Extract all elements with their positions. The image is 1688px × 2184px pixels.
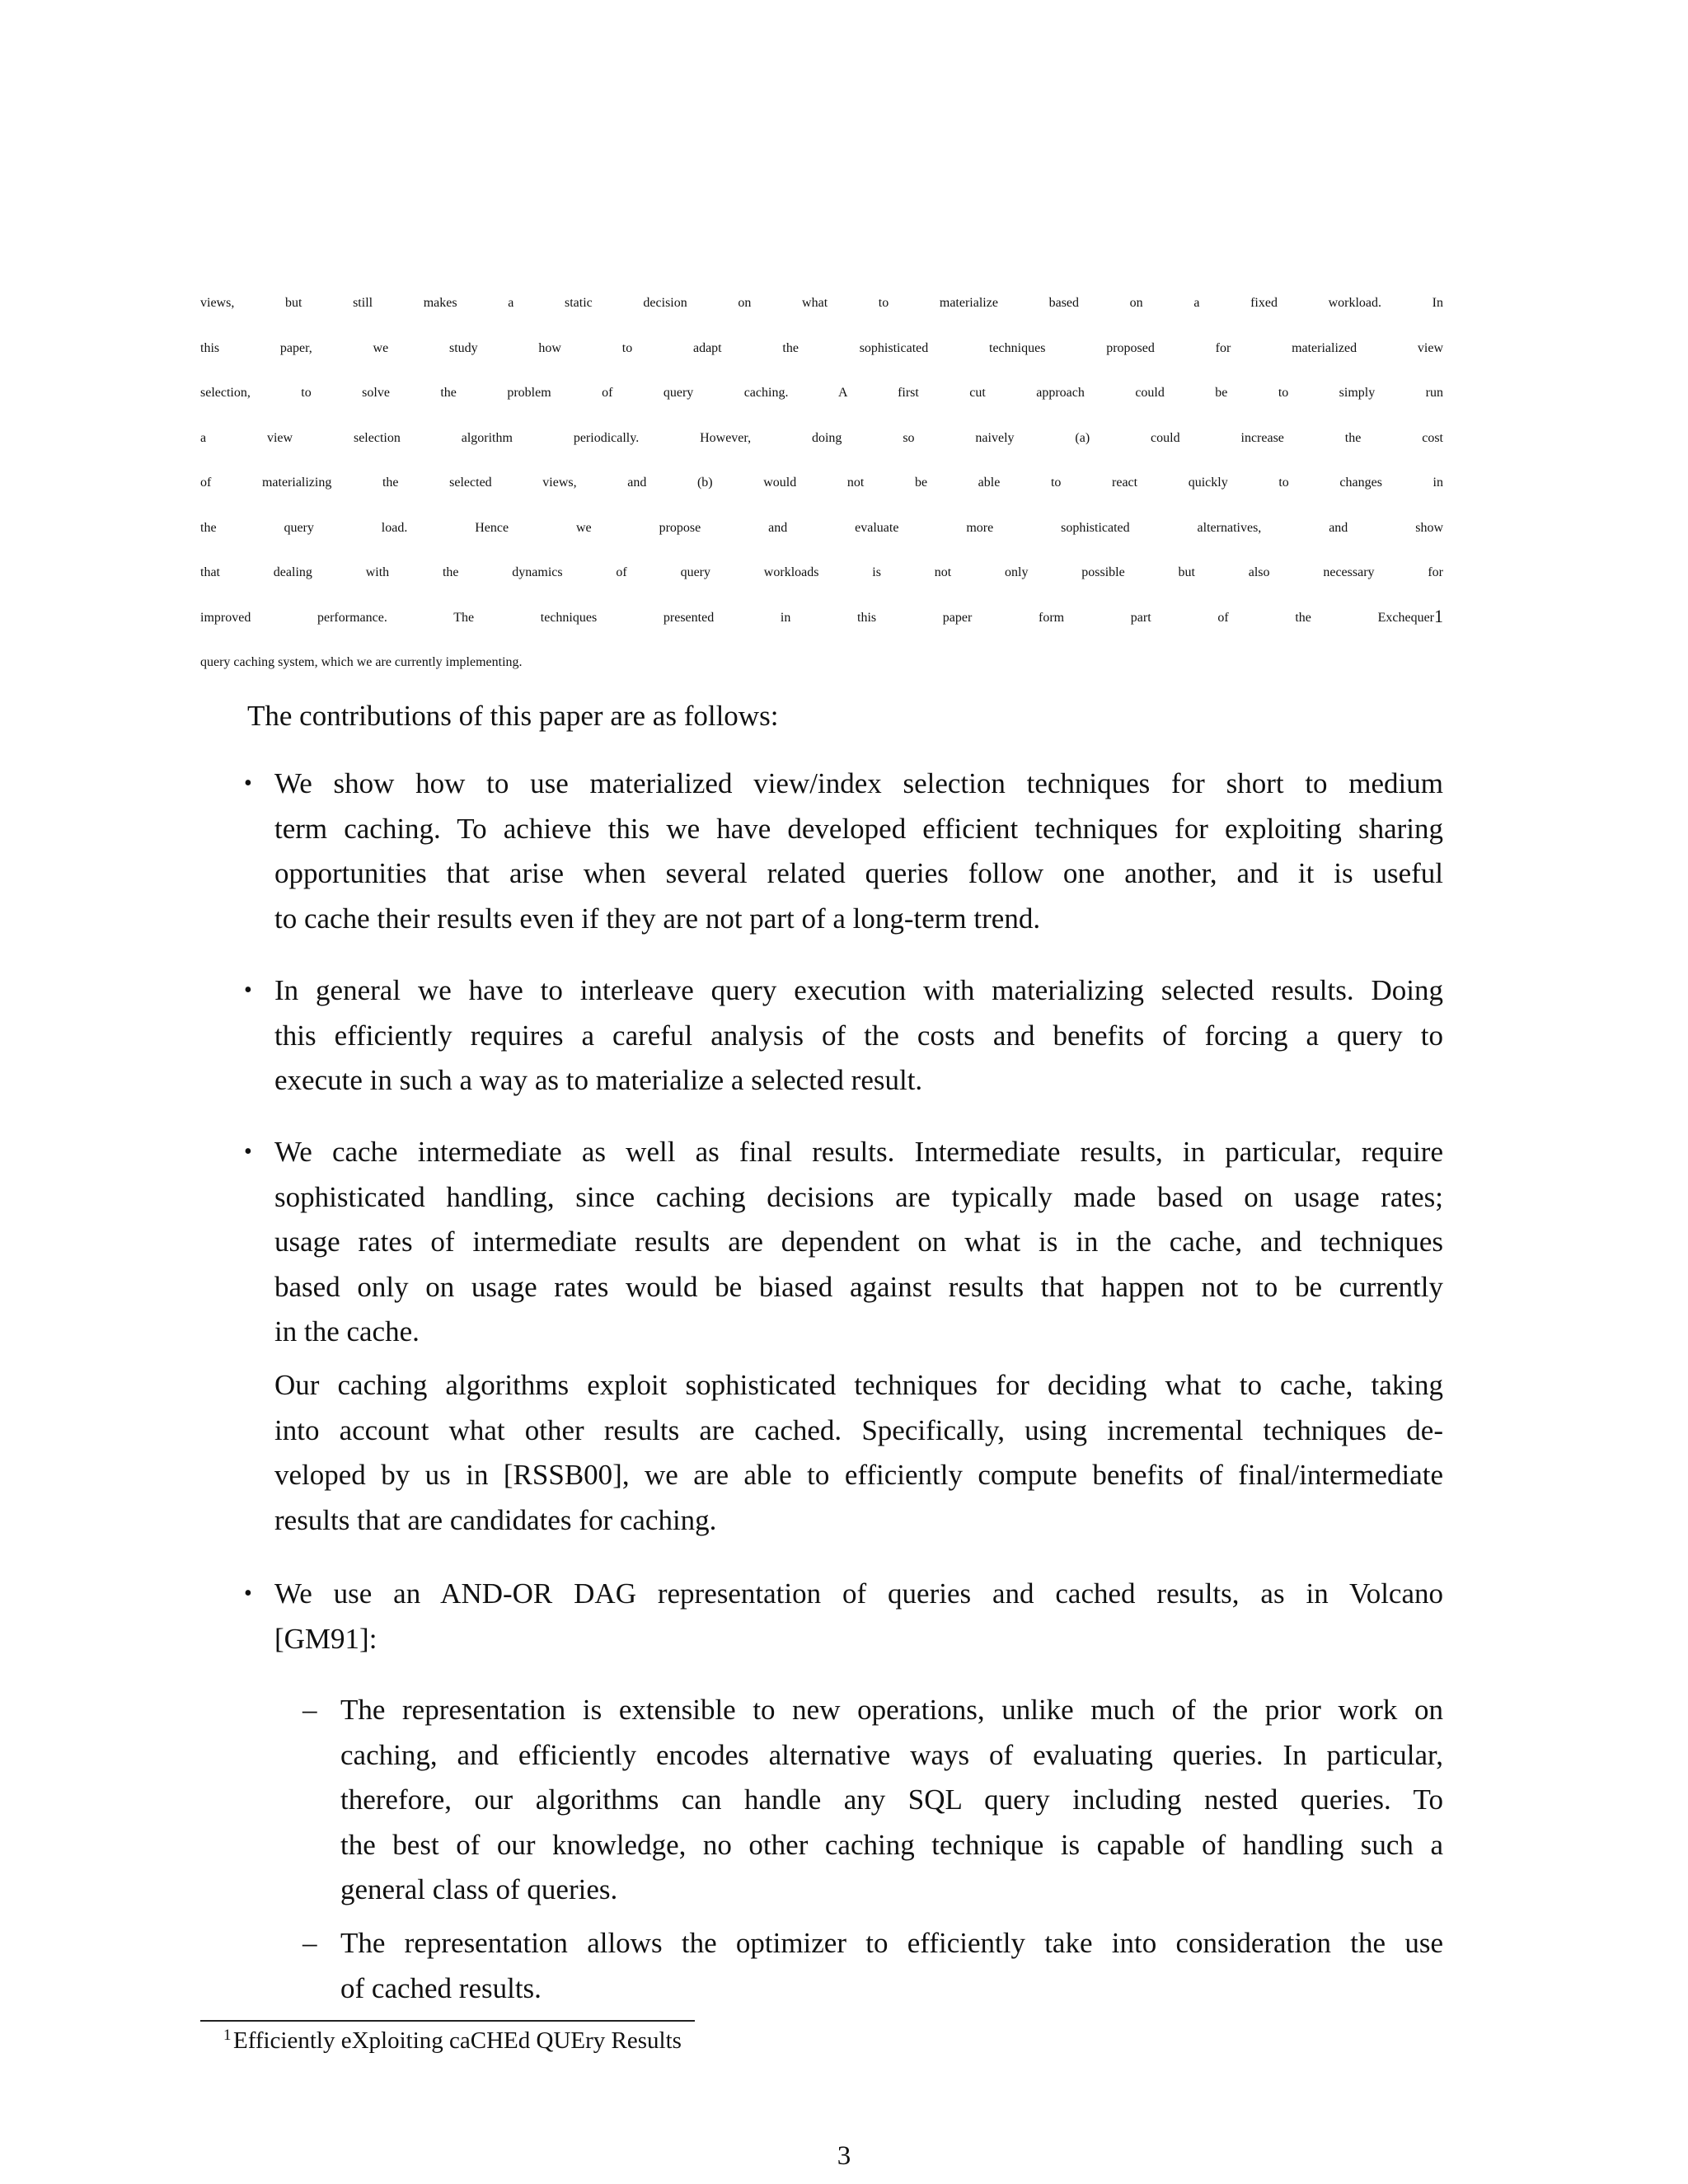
bullet-item [244, 762, 1443, 941]
text-line-with-footnote [200, 605, 1443, 656]
bullet-item [244, 1130, 1443, 1355]
text-line: We cache intermediate as well as final results. Intermediate results, in particular, require [274, 1136, 1443, 1168]
text-line: We show how to use materialized view/index selection techniques for short to medium [274, 767, 1443, 799]
text-line: into account what other results are cached. Specifically, using incremental techniques de- [274, 1413, 1443, 1446]
bullet-icon: • [244, 1581, 252, 1606]
page-number: 3 [837, 2141, 851, 2171]
footnote-divider [200, 2020, 695, 2022]
text-line: usage rates of intermediate results are dependent on what is in the cache, and techniques [274, 1226, 1443, 1258]
text-line: therefore, our algorithms can handle any SQL query including nested queries. To [340, 1783, 1443, 1816]
dash-icon: – [302, 1694, 317, 1726]
text-line: sophisticated handling, since caching decisions are typically made based on usage rates; [274, 1180, 1443, 1213]
text-line: general class of queries. [340, 1873, 618, 1905]
text-line: of materializing the selected views, and (b) would not be able to react quickly to changes in [200, 476, 1443, 490]
footnote-text: Efficiently eXploiting caCHEd QUEry Results [233, 2027, 682, 2054]
text-line: this efficiently requires a careful analysis of the costs and benefits of forcing a query to [274, 1019, 1443, 1052]
contributions-intro: The contributions of this paper are as follows: [247, 700, 779, 732]
sub-bullet-item [302, 1688, 1443, 1913]
text-line: veloped by us in [RSSB00], we are able to efficiently compute benefits of final/intermediate [274, 1459, 1443, 1491]
text-line: caching, and efficiently encodes alternative ways of evaluating queries. In particular, [340, 1738, 1443, 1771]
text-line: We use an AND-OR DAG representation of queries and cached results, as in Volcano [274, 1577, 1443, 1610]
bullet-icon: • [244, 1139, 252, 1165]
intro-paragraph [200, 296, 1443, 701]
bullet-icon: • [244, 977, 252, 1003]
text-line: views, but still makes a static decision on what to materialize based on a fixed workload. In [200, 296, 1443, 310]
text-line: this paper, we study how to adapt the sophisticated techniques proposed for materialized view [200, 340, 1443, 355]
footnote-reference[interactable]: 1 [1434, 605, 1443, 626]
text-line: In general we have to interleave query execution with materializing selected results. Doing [274, 974, 1443, 1006]
text-line: the best of our knowledge, no other caching technique is capable of handling such a [340, 1828, 1443, 1861]
text-line: [GM91]: [274, 1622, 377, 1655]
text-line: based only on usage rates would be biased against results that happen not to be currently [274, 1270, 1443, 1303]
text-line: of cached results. [340, 1971, 542, 2004]
text-line: term caching. To achieve this we have developed efficient techniques for exploiting sharing [274, 812, 1443, 845]
text-line: The representation is extensible to new operations, unlike much of the prior work on [340, 1694, 1443, 1726]
text-line: to cache their results even if they are not part of a long-term trend. [274, 902, 1041, 935]
sub-bullet-item [302, 1921, 1443, 2011]
text-line: a view selection algorithm periodically. However, doing so naively (a) could increase the cost [200, 430, 1443, 445]
text-line: improved performance. The techniques presented in this paper form part of the Exchequer [200, 610, 1434, 625]
dash-icon: – [302, 1927, 317, 1959]
text-line: results that are candidates for caching. [274, 1503, 717, 1536]
text-line: in the cache. [274, 1315, 420, 1347]
text-line: opportunities that arise when several related queries follow one another, and it is useful [274, 857, 1443, 889]
text-line: that dealing with the dynamics of query workloads is not only possible but also necessary for [200, 565, 1443, 579]
text-line: execute in such a way as to materialize a selected result. [274, 1064, 923, 1096]
bullet-item [244, 968, 1443, 1104]
text-line: query caching system, which we are currently implementing. [200, 655, 523, 669]
footnote [223, 2022, 682, 2059]
bullet-icon: • [244, 771, 252, 796]
text-line: selection, to solve the problem of query caching. A first cut approach could be to simply run [200, 386, 1443, 400]
bullet-continuation-paragraph [274, 1363, 1443, 1543]
text-line: The representation allows the optimizer to efficiently take into consideration the use [340, 1927, 1443, 1959]
text-line: Our caching algorithms exploit sophisticated techniques for deciding what to cache, taking [274, 1369, 1443, 1401]
footnote-mark: 1 [223, 2027, 232, 2044]
bullet-item [244, 1572, 1443, 1661]
text-line: the query load. Hence we propose and evaluate more sophisticated alternatives, and show [200, 520, 1443, 535]
